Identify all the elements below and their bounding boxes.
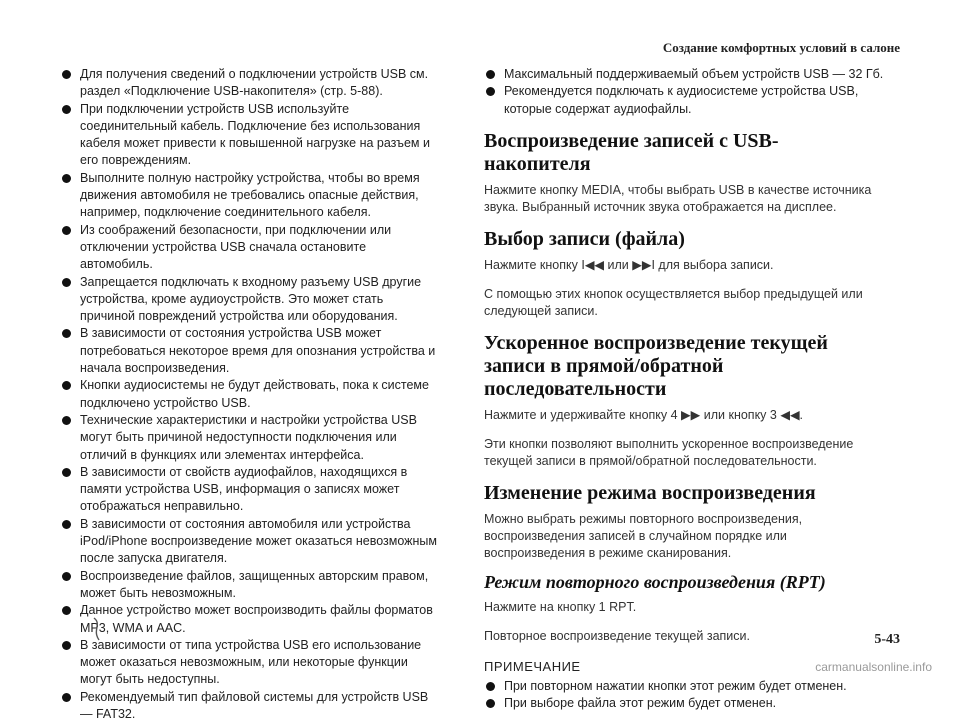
section-text: Эти кнопки позволяют выполнить ускоренное воспроизведение текущей записи в прямой/обратной последовательности.	[484, 436, 854, 468]
list-item: При подключении устройств USB используйте соединительный кабель. Подключение без использования кабеля может привести к повышенной нагрузке на разъем и его повреждениям.	[60, 101, 440, 170]
list-item: Максимальный поддерживаемый объем устройств USB — 32 Гб.	[484, 66, 884, 83]
list-item: В зависимости от свойств аудиофайлов, находящихся в памяти устройства USB, информация о записях может отображаться неправильно.	[60, 464, 440, 516]
right-column	[484, 66, 884, 712]
section-text: Можно выбрать режимы повторного воспроизведения, воспроизведения записей в случайном порядке или воспроизведения в режиме сканирования.	[484, 511, 803, 560]
list-item: Запрещается подключать к входному разъему USB другие устройства, кроме аудиоустройств. Это может стать причиной повреждений устройства или оборудования.	[60, 274, 440, 326]
running-header: Создание комфортных условий в салоне	[662, 40, 900, 55]
section-text: Повторное воспроизведение текущей записи.	[484, 628, 750, 643]
list-item: В зависимости от типа устройства USB его использование может оказаться невозможным, или некоторые функции могут быть недоступны.	[60, 637, 440, 689]
pen-squiggle-icon	[90, 616, 104, 642]
section-text: Нажмите кнопку I◀◀ или ▶▶I для выбора записи.	[484, 257, 774, 272]
list-item: В зависимости от состояния автомобиля или устройства iPod/iPhone воспроизведение может оказаться невозможным после запуска двигателя.	[60, 516, 440, 568]
list-item: Рекомендуемый тип файловой системы для устройств USB — FAT32.	[60, 689, 440, 723]
section-text: С помощью этих кнопок осуществляется выбор предыдущей или следующей записи.	[484, 286, 863, 318]
section-heading-track-select: Выбор записи (файла)	[484, 227, 685, 250]
left-column	[60, 66, 440, 723]
note-title: ПРИМЕЧАНИЕ	[484, 658, 581, 674]
list-item: При выборе файла этот режим будет отменен.	[484, 695, 884, 712]
page-number: 5-43	[874, 632, 900, 647]
right-top-bullet-list	[484, 66, 884, 118]
list-item: При повторном нажатии кнопки этот режим будет отменен.	[484, 678, 884, 695]
list-item: Для получения сведений о подключении устройств USB см. раздел «Подключение USB-накопителя» (стр. 5-88).	[60, 66, 440, 101]
section-text: Нажмите и удерживайте кнопку 4 ▶▶ или кнопку 3 ◀◀.	[484, 407, 804, 422]
list-item: Кнопки аудиосистемы не будут действовать, пока к системе подключено устройство USB.	[60, 377, 440, 412]
section-heading-play-mode: Изменение режима воспроизведения	[484, 481, 816, 504]
section-text: Нажмите на кнопку 1 RPT.	[484, 599, 637, 614]
list-item: Данное устройство может воспроизводить файлы форматов MP3, WMA и AAC.	[60, 602, 440, 637]
left-bullet-list	[60, 66, 440, 723]
note-bullet-list	[484, 678, 884, 713]
list-item: Рекомендуется подключать к аудиосистеме устройства USB, которые содержат аудиофайлы.	[484, 83, 884, 118]
list-item: Выполните полную настройку устройства, чтобы во время движения автомобиля не требовались опасные действия, например, подключение соединительного кабеля.	[60, 170, 440, 222]
section-heading-usb-playback: Воспроизведение записей с USB-накопителя	[484, 129, 779, 175]
list-item: В зависимости от состояния устройства USB может потребоваться некоторое время для опознания устройства и начала воспроизведения.	[60, 325, 440, 377]
section-heading-fast-play: Ускоренное воспроизведение текущей записи в прямой/обратной последовательности	[484, 331, 828, 400]
list-item: Из соображений безопасности, при подключении или отключении устройства USB сначала остановите автомобиль.	[60, 222, 440, 274]
watermark: carmanualsonline.info	[815, 660, 932, 674]
subsection-heading-repeat: Режим повторного воспроизведения (RPT)	[484, 571, 826, 592]
list-item: Технические характеристики и настройки устройства USB могут быть причиной недоступности подключения или отличий в функциях или элементах интерфейса.	[60, 412, 440, 464]
list-item: Воспроизведение файлов, защищенных авторским правом, может быть невозможным.	[60, 568, 440, 603]
section-text: Нажмите кнопку MEDIA, чтобы выбрать USB в качестве источника звука. Выбранный источник звука отображается на дисплее.	[484, 182, 872, 214]
